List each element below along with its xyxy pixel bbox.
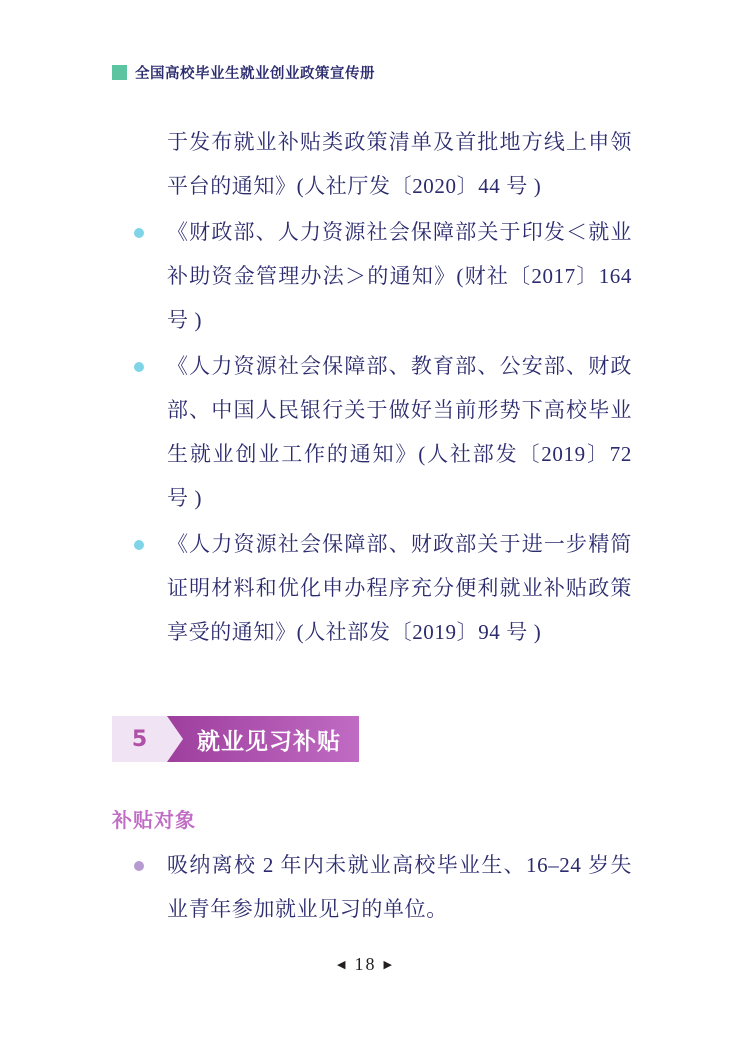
list-item xyxy=(167,522,632,654)
header-title: 全国高校毕业生就业创业政策宣传册 xyxy=(135,66,375,82)
subsection-list xyxy=(112,843,632,931)
banner-main-block xyxy=(167,716,359,762)
list-item-text: 《人力资源社会保障部、财政部关于进一步精简证明材料和优化申办程序充分便利就业补贴政策享受的通知》(人社部发〔2019〕94 号 ) xyxy=(167,532,632,644)
bullet-dot-icon xyxy=(134,861,144,871)
list-item xyxy=(167,344,632,520)
prev-page-arrow-icon[interactable]: ◀ xyxy=(337,957,348,971)
next-page-arrow-icon[interactable]: ▶ xyxy=(383,957,394,971)
list-item xyxy=(167,210,632,342)
bullet-dot-icon xyxy=(134,540,144,550)
bullet-dot-icon xyxy=(134,228,144,238)
banner-arrow-icon xyxy=(167,716,183,762)
page-content xyxy=(112,120,632,931)
section-heading-banner xyxy=(112,716,359,762)
page-footer xyxy=(0,954,731,975)
continued-paragraph: 于发布就业补贴类政策清单及首批地方线上申领平台的通知》(人社厅发〔2020〕44 号 ) xyxy=(167,130,632,198)
header-square-icon xyxy=(112,65,127,80)
section-title: 就业见习补贴 xyxy=(197,728,341,755)
section-number: 5 xyxy=(131,726,148,752)
list-item xyxy=(167,843,632,931)
list-item-text: 吸纳离校 2 年内未就业高校毕业生、16–24 岁失业青年参加就业见习的单位。 xyxy=(167,853,632,921)
list-item-text: 《人力资源社会保障部、教育部、公安部、财政部、中国人民银行关于做好当前形势下高校毕业生就业创业工作的通知》(人社部发〔2019〕72 号 ) xyxy=(167,354,632,510)
page-header xyxy=(112,62,375,83)
section-number-box xyxy=(112,716,167,762)
bullet-dot-icon xyxy=(134,362,144,372)
subsection-heading: 补贴对象 xyxy=(112,808,196,832)
list-item-text: 《财政部、人力资源社会保障部关于印发＜就业补助资金管理办法＞的通知》(财社〔2017〕164号 ) xyxy=(167,220,632,332)
page-number: 18 xyxy=(354,954,377,974)
